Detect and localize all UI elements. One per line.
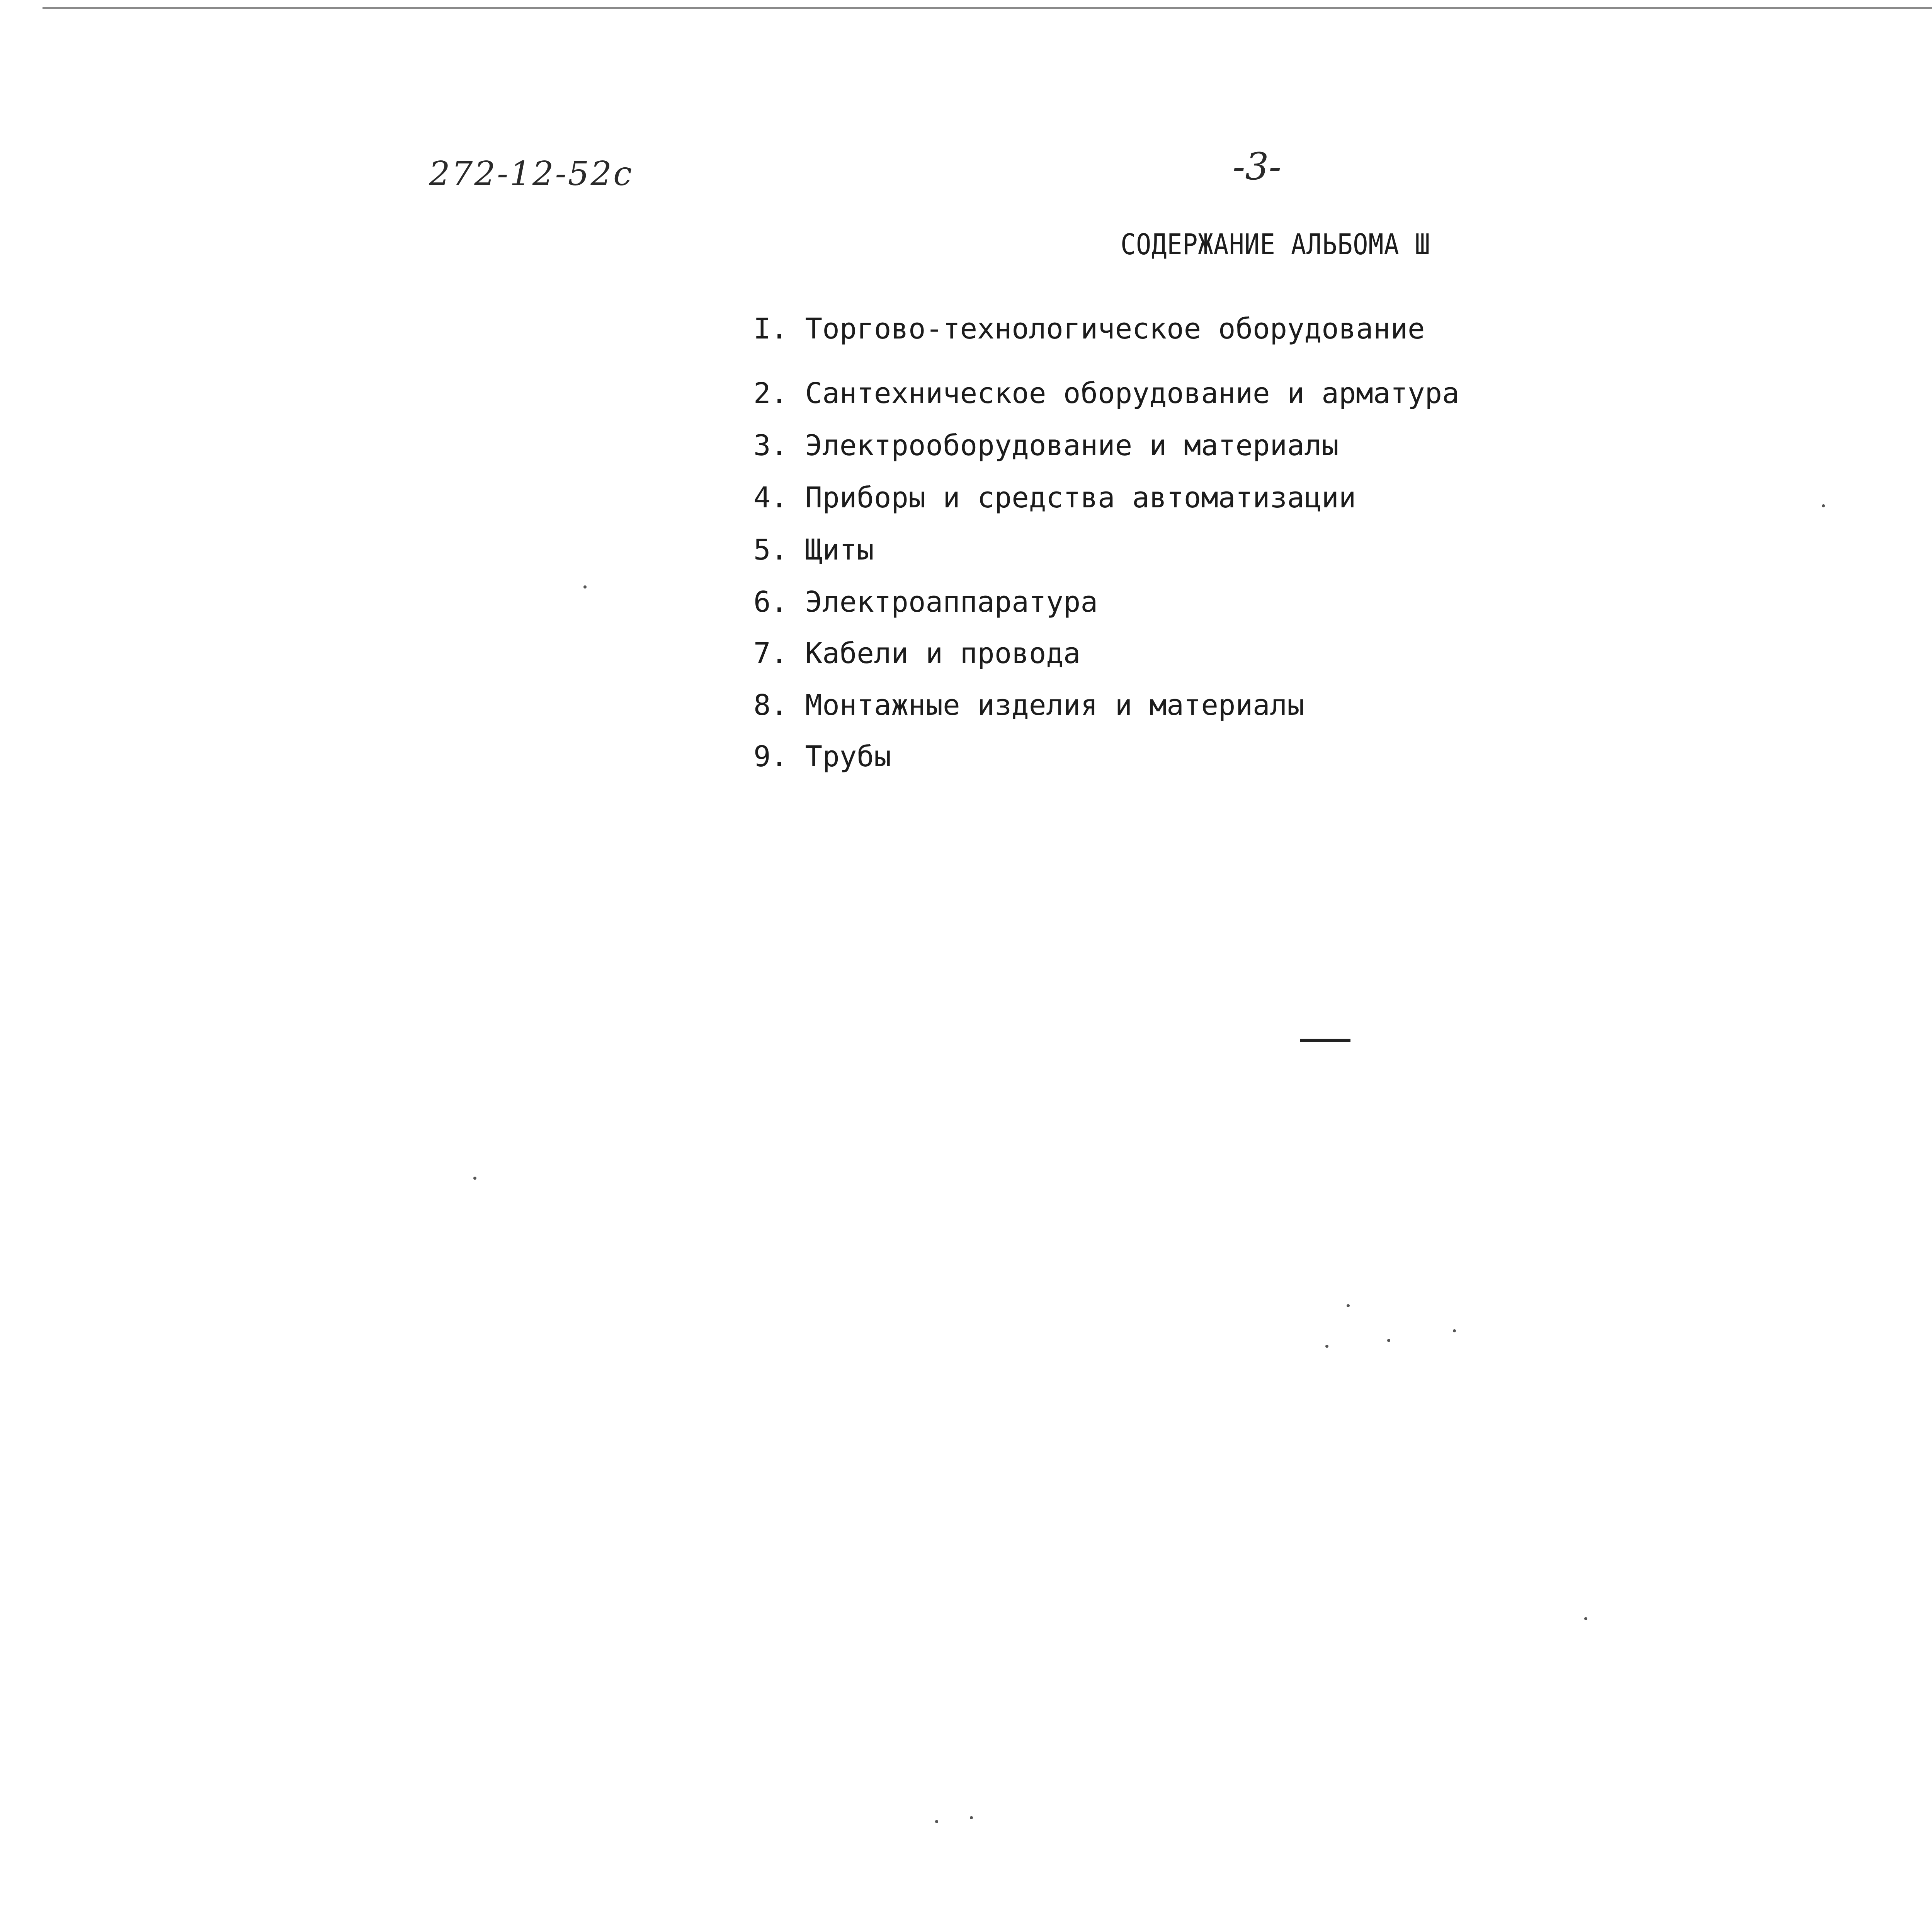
toc-item [753, 429, 1932, 468]
toc-item [753, 377, 1932, 415]
toc-item [753, 533, 1932, 572]
toc-item [753, 585, 1932, 624]
page-number: -3- [1233, 145, 1281, 188]
toc-item-title: 7. Кабели и провода [753, 637, 1081, 670]
toc-item [753, 689, 1932, 727]
scan-speck [1347, 1304, 1350, 1307]
toc-item [753, 740, 1932, 779]
scan-speck [1453, 1329, 1456, 1332]
toc-item-title: 3. Электрооборудование и материалы [753, 429, 1339, 462]
toc-item [753, 637, 1932, 675]
end-of-list-rule [1300, 1039, 1350, 1042]
scan-speck [1584, 1617, 1587, 1620]
toc-item [753, 481, 1932, 520]
document-code-left: 272-12-52с [429, 155, 634, 193]
scan-speck [1822, 504, 1825, 507]
scan-speck [583, 585, 587, 589]
page-title: СОДЕРЖАНИЕ АЛЬБОМА Ш [1121, 228, 1430, 261]
scan-speck [1325, 1345, 1328, 1348]
toc-item-title: 2. Сантехническое оборудование и арматура [753, 377, 1459, 410]
toc-item-title: I. Торгово-технологическое оборудование [753, 312, 1425, 345]
toc-item-title: 6. Электроаппаратура [753, 585, 1098, 619]
toc-item-title: 9. Трубы [753, 740, 891, 773]
toc-item-title: 5. Щиты [753, 533, 874, 566]
scan-speck [1387, 1339, 1390, 1342]
toc-item-title: 8. Монтажные изделия и материалы [753, 689, 1304, 722]
scan-speck [473, 1177, 476, 1180]
scan-speck [970, 1816, 973, 1819]
toc-item [753, 312, 1932, 351]
scan-speck [935, 1820, 938, 1823]
scan-edge-line [43, 7, 1932, 9]
toc-item-title: 4. Приборы и средства автоматизации [753, 481, 1356, 514]
